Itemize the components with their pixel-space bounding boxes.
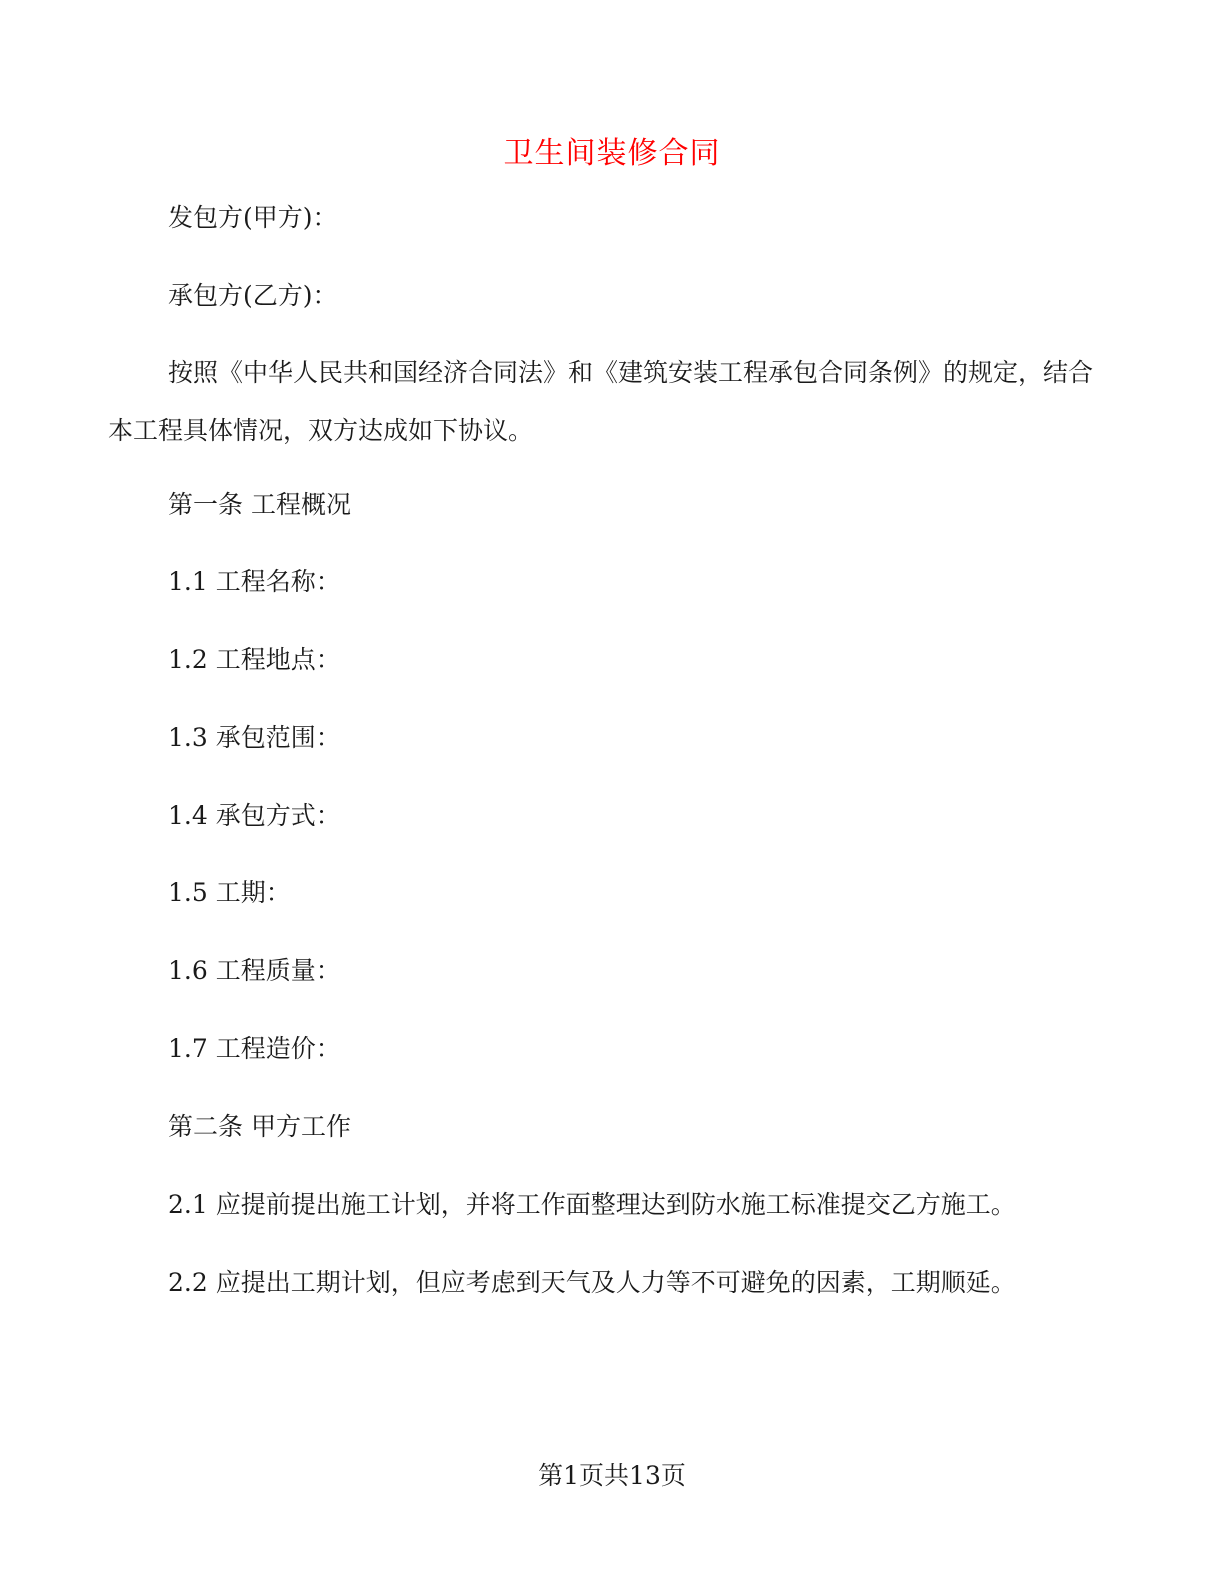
article2-heading: 第二条 甲方工作 xyxy=(168,1112,351,1141)
article2-item: 2.1 应提前提出施工计划，并将工作面整理达到防水施工标准提交乙方施工。 xyxy=(168,1190,1016,1219)
article1-item: 1.4 承包方式： xyxy=(168,801,341,830)
article1-heading: 第一条 工程概况 xyxy=(168,490,351,519)
document-title: 卫生间装修合同 xyxy=(503,136,721,171)
article1-item: 1.6 工程质量： xyxy=(168,956,341,985)
article1-item: 1.7 工程造价： xyxy=(168,1034,341,1063)
article1-item: 1.2 工程地点： xyxy=(168,645,341,674)
party-a-line: 发包方(甲方)： xyxy=(168,203,338,232)
article2-item: 2.2 应提出工期计划，但应考虑到天气及人力等不可避免的因素，工期顺延。 xyxy=(168,1268,1016,1297)
article1-item: 1.3 承包范围： xyxy=(168,723,341,752)
intro-paragraph: 按照《中华人民共和国经济合同法》和《建筑安装工程承包合同条例》的规定，结合本工程具体情况，双方达成如下协议。 xyxy=(108,358,1094,445)
article1-item: 1.1 工程名称： xyxy=(168,567,341,596)
party-b-line: 承包方(乙方)： xyxy=(168,281,338,310)
article1-item: 1.5 工期： xyxy=(168,878,291,907)
page-number: 第1页共13页 xyxy=(538,1461,686,1490)
